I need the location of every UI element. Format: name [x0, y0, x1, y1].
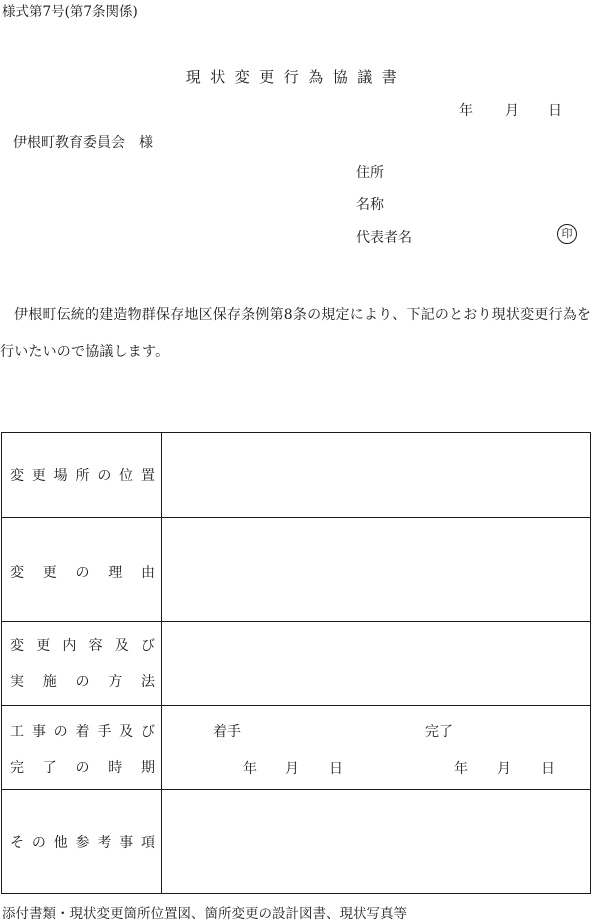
- label-cell: [2, 433, 162, 517]
- seal-mark: 印: [557, 224, 577, 244]
- applicant-name-label: 名称: [356, 197, 384, 213]
- row-label-line1: 工 事 の 着 手 及 び: [10, 724, 155, 740]
- row-label-line2: 実 施 の 方 法: [10, 674, 155, 690]
- addressee: 伊根町教育委員会 様: [13, 135, 153, 151]
- reason-value-cell[interactable]: [163, 518, 590, 622]
- end-day-label: 日: [541, 761, 555, 777]
- label-cell: [2, 622, 162, 706]
- form-number: 様式第7号(第7条関係): [2, 4, 138, 20]
- start-day-label: 日: [329, 761, 343, 777]
- row-label: 変 更 の 理 由: [10, 565, 155, 581]
- location-value-cell[interactable]: [163, 433, 590, 517]
- document-title: 現状変更行為協議書: [185, 68, 407, 86]
- table-row-content-method: [2, 621, 590, 706]
- label-cell: [2, 518, 162, 622]
- row-label-line1: 変 更 内 容 及 び: [10, 638, 155, 654]
- start-year-label: 年: [243, 761, 257, 777]
- row-label: そ の 他 参 考 事 項: [10, 835, 155, 851]
- attachments-note: 添付書類・現状変更箇所位置図、箇所変更の設計図書、現状写真等: [2, 906, 407, 922]
- form-table: [1, 432, 591, 894]
- date-day-label: 日: [548, 103, 562, 119]
- row-label-line2: 完 了 の 時 期: [10, 760, 155, 776]
- table-row-reason: [2, 517, 590, 622]
- label-cell: [2, 790, 162, 894]
- applicant-representative-label: 代表者名: [356, 230, 412, 246]
- start-month-label: 月: [285, 761, 299, 777]
- end-label: 完了: [425, 724, 453, 740]
- table-row-location: [2, 433, 590, 517]
- period-value-cell[interactable]: [163, 706, 590, 790]
- start-label: 着手: [213, 724, 241, 740]
- table-row-period: [2, 705, 590, 790]
- table-row-other: [2, 789, 590, 894]
- applicant-address-label: 住所: [356, 165, 384, 181]
- date-year-label: 年: [459, 103, 473, 119]
- row-label: 変 更 場 所 の 位 置: [10, 468, 155, 484]
- body-text: 伊根町伝統的建造物群保存地区保存条例第8条の規定により、下記のとおり現状変更行為を行いたいので協議します。: [0, 307, 592, 360]
- date-month-label: 月: [505, 103, 519, 119]
- end-year-label: 年: [454, 761, 468, 777]
- label-cell: [2, 706, 162, 790]
- content-method-value-cell[interactable]: [163, 622, 590, 706]
- end-month-label: 月: [497, 761, 511, 777]
- other-value-cell[interactable]: [163, 790, 590, 894]
